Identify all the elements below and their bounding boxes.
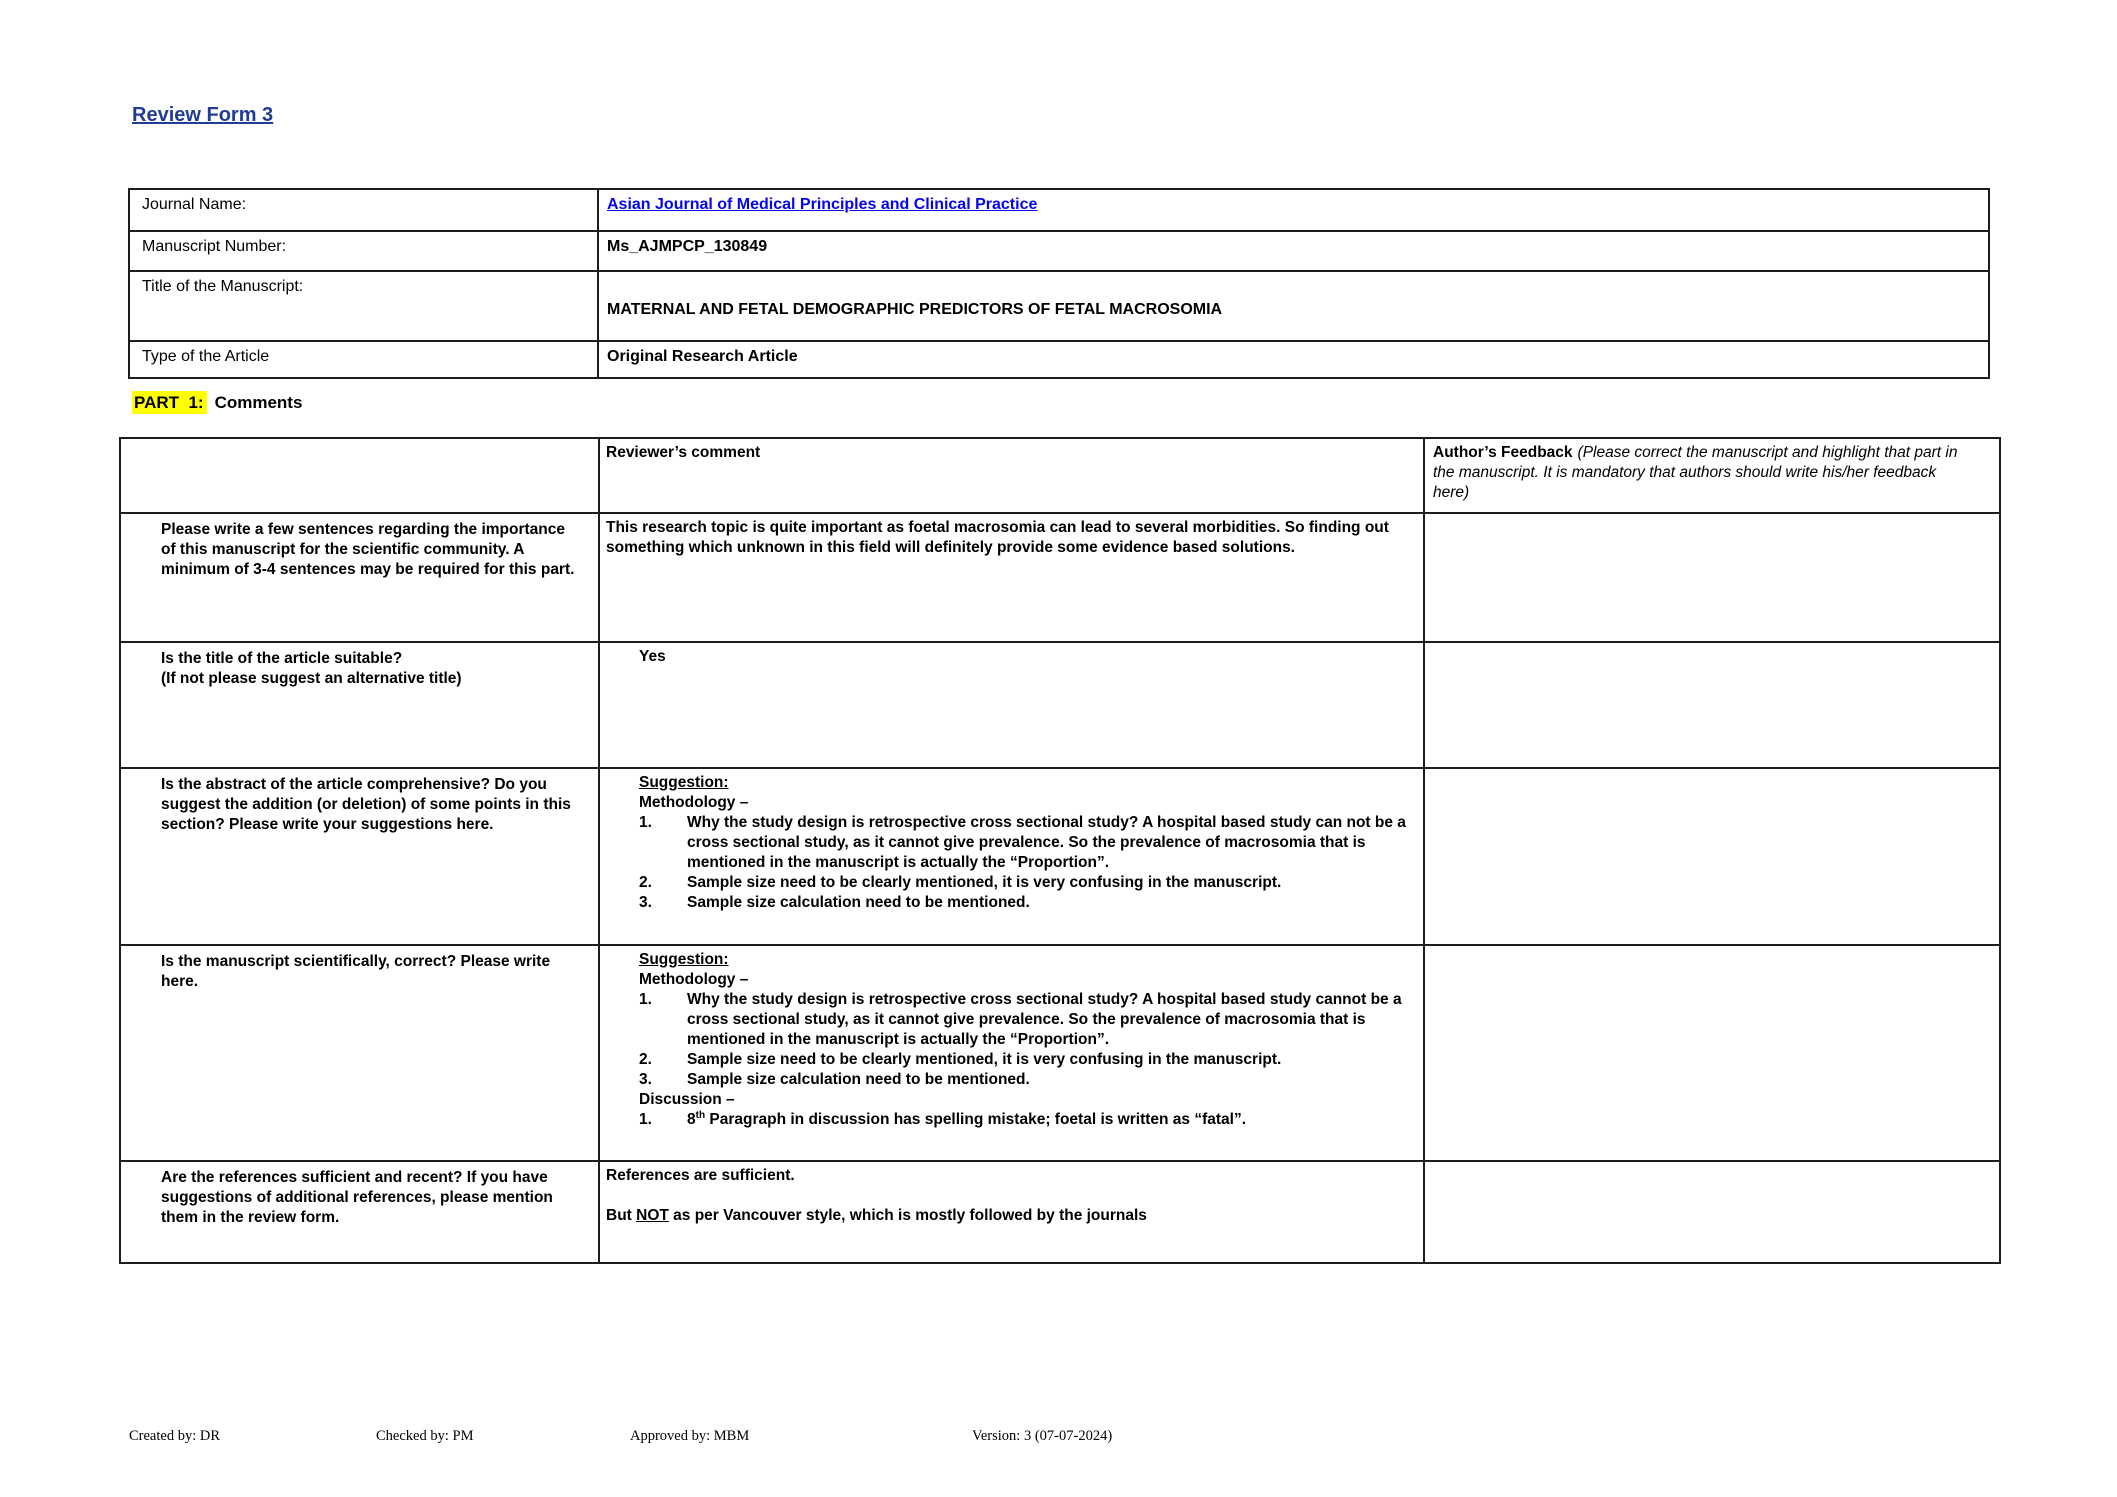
table-row — [120, 513, 2000, 642]
references-line2-not: NOT — [636, 1207, 669, 1224]
author-feedback-header — [1424, 438, 2000, 513]
list-item — [639, 893, 1409, 913]
references-line2-rest: as per Vancouver style, which is mostly followed by the journals — [668, 1207, 1147, 1224]
list-number: 1. — [639, 814, 652, 831]
reviewer-comment-header: Reviewer’s comment — [599, 438, 1424, 513]
list-text: Why the study design is retrospective cross sectional study? A hospital based study cannot be a cross sectional study, as it cannot give prevalence. So the prevalence of macrosomia that is mentioned in the manuscript is actually the “Proportion”. — [687, 991, 1402, 1048]
question-line: Is the title of the article suitable? — [161, 650, 403, 667]
review-comments-table — [119, 437, 2001, 1264]
suggestion-label: Suggestion: — [639, 774, 729, 791]
list-item — [639, 1070, 1409, 1090]
list-item — [639, 1050, 1409, 1070]
list-text: Why the study design is retrospective cross sectional study? A hospital based study can not be a cross sectional study, as it cannot give prevalence. So the prevalence of macrosomia that is mentioned in the manuscript is actually the “Proportion”. — [687, 814, 1406, 871]
list-number: 2. — [639, 874, 652, 891]
part1-heading-text: Comments — [214, 393, 303, 412]
references-line2 — [606, 1206, 1409, 1226]
table-row — [120, 1161, 2000, 1263]
list-number: 1. — [639, 1111, 652, 1128]
list-item — [639, 873, 1409, 893]
manuscript-info-table — [128, 188, 1990, 379]
part1-heading — [132, 393, 302, 413]
list-text: Sample size need to be clearly mentioned, it is very confusing in the manuscript. — [687, 874, 1282, 891]
footer-approved-by: Approved by: MBM — [630, 1428, 750, 1444]
suggestion-label: Suggestion: — [639, 951, 729, 968]
list-text: Sample size calculation need to be mentioned. — [687, 894, 1030, 911]
comment-scientific — [599, 945, 1424, 1161]
methodology-label: Methodology – — [639, 971, 749, 988]
page-footer — [0, 1428, 2117, 1452]
question-importance: Please write a few sentences regarding the importance of this manuscript for the scientific community. A minimum of 3-4 sentences may be required for this part. — [120, 513, 599, 642]
list-number: 3. — [639, 1071, 652, 1088]
article-type-value: Original Research Article — [598, 341, 1989, 378]
comment-references — [599, 1161, 1424, 1263]
feedback-cell[interactable] — [1424, 642, 2000, 768]
question-line: (If not please suggest an alternative title) — [161, 670, 462, 687]
comment-abstract — [599, 768, 1424, 945]
table-row — [129, 189, 1989, 231]
list-number: 1. — [639, 991, 652, 1008]
article-type-label: Type of the Article — [129, 341, 598, 378]
table-row — [120, 945, 2000, 1161]
table-row — [129, 231, 1989, 271]
methodology-label: Methodology – — [639, 794, 749, 811]
table-row — [129, 341, 1989, 378]
table-row — [129, 271, 1989, 341]
author-feedback-header-bold: Author’s Feedback — [1433, 444, 1573, 461]
list-item — [639, 1110, 1409, 1130]
discussion-label: Discussion – — [639, 1091, 735, 1108]
manuscript-title-label: Title of the Manuscript: — [129, 271, 598, 341]
manuscript-title-value: MATERNAL AND FETAL DEMOGRAPHIC PREDICTORS OF FETAL MACROSOMIA — [598, 271, 1989, 341]
feedback-cell[interactable] — [1424, 768, 2000, 945]
question-scientific: Is the manuscript scientifically, correct? Please write here. — [120, 945, 599, 1161]
journal-name-cell — [598, 189, 1989, 231]
journal-name-label: Journal Name: — [129, 189, 598, 231]
question-column-header — [120, 438, 599, 513]
table-row — [120, 768, 2000, 945]
question-abstract: Is the abstract of the article comprehensive? Do you suggest the addition (or deletion) of some points in this section? Please write your suggestions here. — [120, 768, 599, 945]
list-item — [639, 990, 1409, 1050]
page-title: Review Form 3 — [132, 104, 274, 126]
author-feedback-header-note: (Please correct the manuscript and highlight that part in the manuscript. It is mandatory that authors should write his/her feedback here) — [1433, 444, 1958, 501]
table-row — [120, 642, 2000, 768]
feedback-cell[interactable] — [1424, 513, 2000, 642]
blank-line — [606, 1186, 1409, 1206]
journal-name-link[interactable]: Asian Journal of Medical Principles and Clinical Practice — [607, 196, 1038, 213]
references-line1: References are sufficient. — [606, 1167, 795, 1184]
superscript-base: 8 — [687, 1111, 696, 1128]
footer-created-by: Created by: DR — [129, 1428, 221, 1444]
list-text: Sample size need to be clearly mentioned, it is very confusing in the manuscript. — [687, 1051, 1282, 1068]
feedback-cell[interactable] — [1424, 945, 2000, 1161]
comment-title-suitable — [599, 642, 1424, 768]
footer-checked-by: Checked by: PM — [376, 1428, 474, 1444]
manuscript-number-value: Ms_AJMPCP_130849 — [598, 231, 1989, 271]
feedback-cell[interactable] — [1424, 1161, 2000, 1263]
part1-highlight: PART 1: — [132, 391, 207, 414]
discussion-item-text: Paragraph in discussion has spelling mistake; foetal is written as “fatal”. — [705, 1111, 1247, 1128]
table-header-row — [120, 438, 2000, 513]
list-number: 2. — [639, 1051, 652, 1068]
question-references: Are the references sufficient and recent? If you have suggestions of additional references, please mention them in the review form. — [120, 1161, 599, 1263]
question-title-suitable — [120, 642, 599, 768]
footer-version: Version: 3 (07-07-2024) — [972, 1428, 1113, 1444]
list-number: 3. — [639, 894, 652, 911]
manuscript-number-label: Manuscript Number: — [129, 231, 598, 271]
list-item — [639, 813, 1409, 873]
list-text: Sample size calculation need to be mentioned. — [687, 1071, 1030, 1088]
superscript-th: th — [695, 1109, 706, 1121]
references-line2-pre: But — [606, 1207, 637, 1224]
comment-importance: This research topic is quite important as foetal macrosomia can lead to several morbidities. So finding out something which unknown in this field will definitely provide some evidence based solutions. — [599, 513, 1424, 642]
list-text — [687, 1110, 1409, 1130]
answer-yes: Yes — [639, 648, 666, 665]
